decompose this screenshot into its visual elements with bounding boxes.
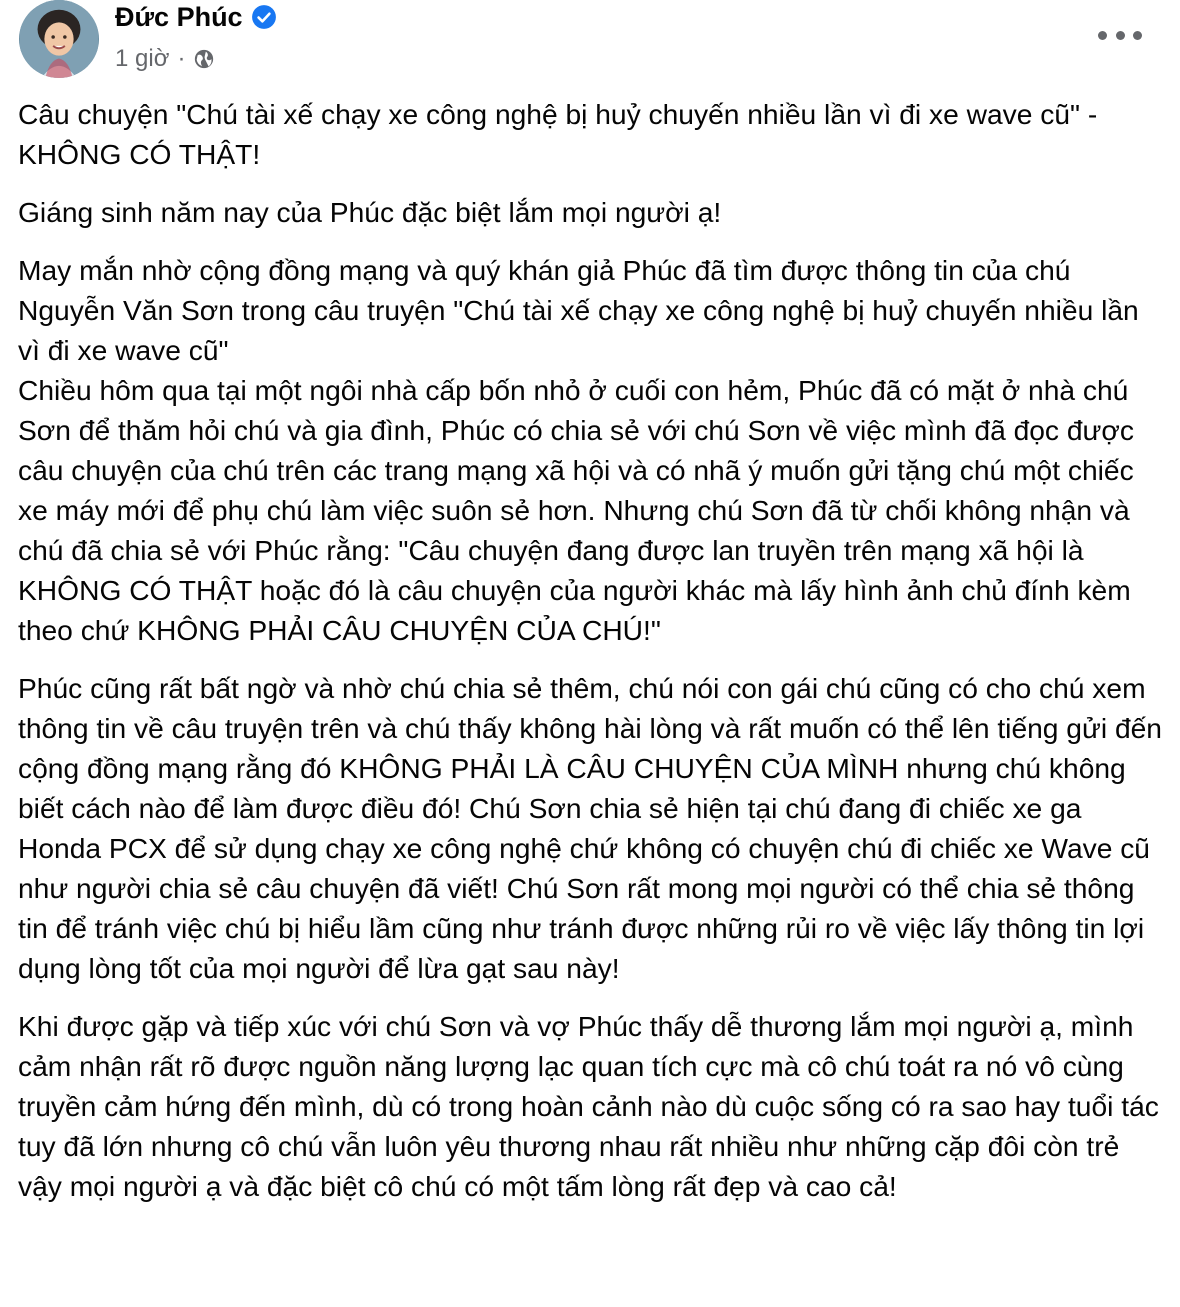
more-dot (1116, 31, 1125, 40)
avatar-image (19, 0, 99, 78)
globe-icon[interactable] (193, 48, 215, 70)
more-dot (1098, 31, 1107, 40)
author-name[interactable]: Đức Phúc (115, 2, 243, 32)
more-dot (1133, 31, 1142, 40)
avatar[interactable] (19, 0, 99, 78)
post-time[interactable]: 1 giờ (115, 45, 170, 72)
post-paragraph: Khi được gặp và tiếp xúc với chú Sơn và vợ Phúc thấy dễ thương lắm mọi người ạ, mình cảm nhận rất rõ được nguồn năng lượng lạc quan tích cực mà cô chú toát ra nó vô cùng truyền cảm hứng đến mình, dù có trong hoàn cảnh nào dù cuộc sống có ra sao hay tuổi tác tuy đã lớn nhưng cô chú vẫn luôn yêu thương nhau rất nhiều như những cặp đôi còn trẻ vậy mọi người ạ và đặc biệt cô chú có một tấm lòng rất đẹp và cao cả! (18, 1010, 1159, 1202)
post-paragraph: Câu chuyện "Chú tài xế chạy xe công nghệ bị huỷ chuyến nhiều lần vì đi xe wave cũ" - KHÔNG CÓ THẬT! (18, 98, 1098, 170)
post-paragraph: Phúc cũng rất bất ngờ và nhờ chú chia sẻ thêm, chú nói con gái chú cũng có cho chú xem thông tin về câu truyện trên và chú thấy không hài lòng và rất muốn có thể lên tiếng gửi đến cộng đồng mạng rằng đó KHÔNG PHẢI LÀ CÂU CHUYỆN CỦA MÌNH nhưng chú không biết cách nào để làm được điều đó! Chú Sơn chia sẻ hiện tại chú đang đi chiếc xe ga Honda PCX để sử dụng chạy xe công nghệ chứ không có chuyện chú đi chiếc xe Wave cũ như người chia sẻ câu chuyện đã viết! Chú Sơn rất mong mọi người có thể chia sẻ thông tin để tránh việc chú bị hiểu lầm cũng như tránh được những rủi ro về việc lấy thông tin lợi dụng lòng tốt của mọi người để lừa gạt sau này! (18, 672, 1162, 984)
more-options-icon[interactable] (1098, 20, 1142, 50)
meta-separator: · (177, 45, 186, 72)
verified-badge-icon (251, 4, 277, 30)
post-paragraph: Giáng sinh năm nay của Phúc đặc biệt lắm mọi người ạ! (18, 196, 722, 228)
post-paragraph: Chiều hôm qua tại một ngôi nhà cấp bốn nhỏ ở cuối con hẻm, Phúc đã có mặt ở nhà chú Sơn để thăm hỏi chú và gia đình, Phúc có chia sẻ với chú Sơn về việc mình đã đọc được câu chuyện của chú trên các trang mạng xã hội và có nhã ý muốn gửi tặng chú một chiếc xe máy mới để phụ chú làm việc suôn sẻ hơn. Nhưng chú Sơn đã từ chối không nhận và chú đã chia sẻ với Phúc rằng: "Câu chuyện đang được lan truyền trên mạng xã hội là KHÔNG CÓ THẬT hoặc đó là câu chuyện của người khác mà lấy hình ảnh chủ đính kèm theo chứ KHÔNG PHẢI CÂU CHUYỆN CỦA CHÚ!" (18, 374, 1134, 646)
post-body (18, 94, 1168, 1224)
author-row (115, 0, 277, 34)
post-paragraph: May mắn nhờ cộng đồng mạng và quý khán giả Phúc đã tìm được thông tin của chú Nguyễn Văn Sơn trong câu truyện "Chú tài xế chạy xe công nghệ bị huỷ chuyến nhiều lần vì đi xe wave cũ" (18, 254, 1139, 366)
post-meta (115, 44, 215, 74)
post-header (0, 0, 1180, 90)
